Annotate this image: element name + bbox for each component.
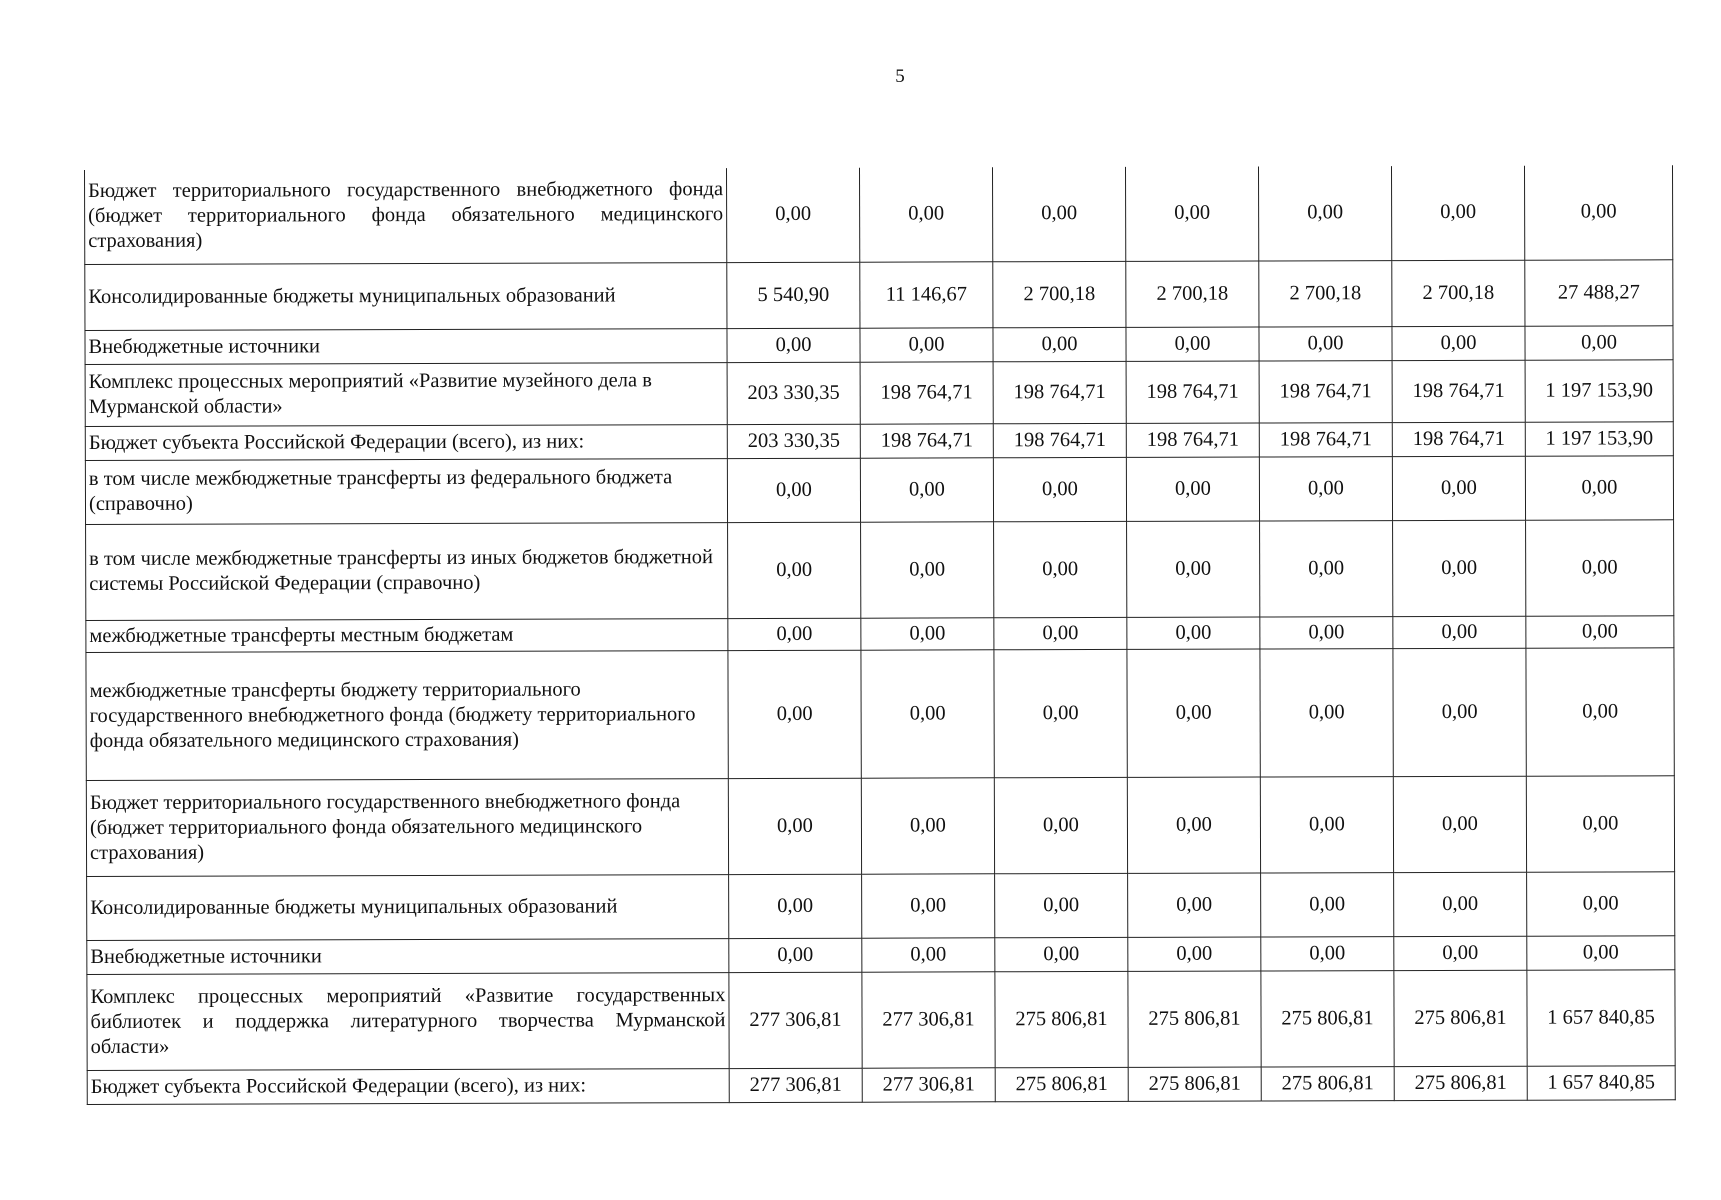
value-cell: 198 764,71 xyxy=(860,423,993,457)
value-cell: 2 700,18 xyxy=(1392,260,1525,326)
table-row xyxy=(86,647,1674,780)
value-cell: 0,00 xyxy=(1392,326,1525,360)
value-cell: 0,00 xyxy=(729,938,862,972)
row-label: Бюджет субъекта Российской Федерации (всего), из них: xyxy=(85,424,727,460)
table-row xyxy=(86,775,1674,876)
value-cell: 0,00 xyxy=(1260,520,1393,616)
row-label: Бюджет территориального государственного внебюджетного фонда (бюджет территориального фонда обязательного медицинского страхования) xyxy=(86,778,728,876)
value-cell: 0,00 xyxy=(1127,777,1260,873)
value-cell: 275 806,81 xyxy=(1128,971,1261,1067)
value-cell: 0,00 xyxy=(994,777,1127,873)
table-row xyxy=(87,1065,1675,1104)
value-cell: 0,00 xyxy=(1260,776,1393,872)
row-label: Комплекс процессных мероприятий «Развитие государственных библиотек и поддержка литературного творчества Мурманской области» xyxy=(87,972,729,1070)
table-row xyxy=(85,325,1673,364)
value-cell: 1 197 153,90 xyxy=(1525,359,1673,421)
value-cell: 11 146,67 xyxy=(860,261,993,327)
value-cell: 0,00 xyxy=(860,457,993,521)
value-cell: 198 764,71 xyxy=(993,423,1126,457)
value-cell: 1 657 840,85 xyxy=(1527,1065,1675,1099)
value-cell: 0,00 xyxy=(993,457,1126,521)
value-cell: 0,00 xyxy=(1527,935,1675,969)
value-cell: 277 306,81 xyxy=(729,1068,862,1102)
value-cell: 0,00 xyxy=(1127,521,1260,617)
value-cell: 275 806,81 xyxy=(995,971,1128,1067)
value-cell: 0,00 xyxy=(729,874,862,938)
value-cell: 0,00 xyxy=(1524,165,1672,259)
row-label: Консолидированные бюджеты муниципальных образований xyxy=(85,262,727,330)
table-row xyxy=(86,615,1674,652)
value-cell: 0,00 xyxy=(1393,648,1526,776)
value-cell: 0,00 xyxy=(862,873,995,937)
row-label: Бюджет территориального государственного внебюджетного фонда (бюджет территориального фонда обязательного медицинского страхования) xyxy=(85,168,727,264)
value-cell: 275 806,81 xyxy=(1394,1066,1527,1100)
value-cell: 0,00 xyxy=(992,167,1125,261)
table-row xyxy=(85,259,1673,330)
row-label: в том числе межбюджетные трансферты из иных бюджетов бюджетной системы Российской Федерации (справочно) xyxy=(86,522,728,620)
value-cell: 198 764,71 xyxy=(993,361,1126,423)
value-cell: 0,00 xyxy=(861,777,994,873)
page-number: 5 xyxy=(895,66,905,87)
value-cell: 0,00 xyxy=(1125,167,1258,261)
row-label: Консолидированные бюджеты муниципальных образований xyxy=(87,874,729,940)
value-cell: 0,00 xyxy=(1128,937,1261,971)
value-cell: 275 806,81 xyxy=(1128,1067,1261,1101)
value-cell: 27 488,27 xyxy=(1525,259,1673,325)
value-cell: 0,00 xyxy=(728,618,861,650)
row-label: в том числе межбюджетные трансферты из федерального бюджета (справочно) xyxy=(85,458,727,524)
row-label: межбюджетные трансферты местным бюджетам xyxy=(86,618,728,652)
value-cell: 0,00 xyxy=(861,649,994,777)
value-cell: 275 806,81 xyxy=(1261,970,1394,1066)
value-cell: 0,00 xyxy=(727,458,860,522)
value-cell: 0,00 xyxy=(1394,872,1527,936)
value-cell: 0,00 xyxy=(862,937,995,971)
value-cell: 198 764,71 xyxy=(860,361,993,423)
value-cell: 0,00 xyxy=(1392,456,1525,520)
value-cell: 0,00 xyxy=(1260,648,1393,776)
table-row xyxy=(87,935,1675,974)
value-cell: 203 330,35 xyxy=(727,424,860,458)
table-row xyxy=(87,871,1675,940)
value-cell: 0,00 xyxy=(1526,615,1674,647)
value-cell: 0,00 xyxy=(859,167,992,261)
value-cell: 0,00 xyxy=(1126,457,1259,521)
value-cell: 277 306,81 xyxy=(862,971,995,1067)
value-cell: 0,00 xyxy=(1525,455,1673,519)
value-cell: 275 806,81 xyxy=(995,1067,1128,1101)
table-row xyxy=(86,519,1674,620)
value-cell: 0,00 xyxy=(1394,936,1527,970)
table-row xyxy=(85,455,1673,524)
value-cell: 0,00 xyxy=(995,937,1128,971)
value-cell: 0,00 xyxy=(1258,166,1391,260)
value-cell: 0,00 xyxy=(994,649,1127,777)
value-cell: 0,00 xyxy=(1393,616,1526,648)
value-cell: 198 764,71 xyxy=(1392,360,1525,422)
row-label: межбюджетные трансферты бюджету территориального государственного внебюджетного фонда (бюджету территориального фонда обязательного медицинского страхования) xyxy=(86,650,728,780)
value-cell: 2 700,18 xyxy=(1126,261,1259,327)
value-cell: 1 197 153,90 xyxy=(1525,421,1673,455)
value-cell: 0,00 xyxy=(727,328,860,362)
value-cell: 0,00 xyxy=(1391,166,1524,260)
value-cell: 198 764,71 xyxy=(1126,423,1259,457)
value-cell: 0,00 xyxy=(1393,520,1526,616)
value-cell: 275 806,81 xyxy=(1394,970,1527,1066)
value-cell: 0,00 xyxy=(994,617,1127,649)
value-cell: 198 764,71 xyxy=(1259,422,1392,456)
value-cell: 0,00 xyxy=(1526,775,1674,871)
value-cell: 0,00 xyxy=(1127,617,1260,649)
value-cell: 0,00 xyxy=(993,327,1126,361)
table-row xyxy=(87,969,1675,1070)
value-cell: 275 806,81 xyxy=(1261,1066,1394,1100)
value-cell: 1 657 840,85 xyxy=(1527,969,1675,1065)
row-label: Внебюджетные источники xyxy=(85,328,727,364)
value-cell: 0,00 xyxy=(1261,936,1394,970)
row-label: Бюджет субъекта Российской Федерации (всего), из них: xyxy=(87,1068,729,1104)
value-cell: 0,00 xyxy=(728,778,861,874)
value-cell: 0,00 xyxy=(1259,326,1392,360)
value-cell: 198 764,71 xyxy=(1126,361,1259,423)
row-label: Внебюджетные источники xyxy=(87,938,729,974)
value-cell: 0,00 xyxy=(1126,327,1259,361)
value-cell: 0,00 xyxy=(1128,873,1261,937)
value-cell: 0,00 xyxy=(1525,325,1673,359)
value-cell: 0,00 xyxy=(1259,456,1392,520)
value-cell: 2 700,18 xyxy=(993,261,1126,327)
value-cell: 2 700,18 xyxy=(1259,260,1392,326)
value-cell: 198 764,71 xyxy=(1392,422,1525,456)
value-cell: 0,00 xyxy=(1261,872,1394,936)
value-cell: 0,00 xyxy=(1527,871,1675,935)
value-cell: 0,00 xyxy=(994,521,1127,617)
value-cell: 0,00 xyxy=(1526,647,1674,775)
value-cell: 277 306,81 xyxy=(862,1067,995,1101)
value-cell: 0,00 xyxy=(1393,776,1526,872)
value-cell: 0,00 xyxy=(1127,649,1260,777)
value-cell: 0,00 xyxy=(726,168,859,262)
value-cell: 0,00 xyxy=(1526,519,1674,615)
value-cell: 0,00 xyxy=(861,521,994,617)
value-cell: 277 306,81 xyxy=(729,972,862,1068)
value-cell: 0,00 xyxy=(1260,616,1393,648)
value-cell: 198 764,71 xyxy=(1259,360,1392,422)
value-cell: 0,00 xyxy=(861,617,994,649)
value-cell: 0,00 xyxy=(995,873,1128,937)
value-cell: 0,00 xyxy=(728,650,861,778)
budget-table xyxy=(84,165,1676,1104)
table-row xyxy=(85,359,1673,426)
value-cell: 0,00 xyxy=(860,327,993,361)
row-label: Комплекс процессных мероприятий «Развитие музейного дела в Мурманской области» xyxy=(85,362,727,426)
value-cell: 5 540,90 xyxy=(727,262,860,328)
value-cell: 203 330,35 xyxy=(727,362,860,424)
table-row xyxy=(85,165,1673,264)
value-cell: 0,00 xyxy=(728,522,861,618)
table-row xyxy=(85,421,1673,460)
